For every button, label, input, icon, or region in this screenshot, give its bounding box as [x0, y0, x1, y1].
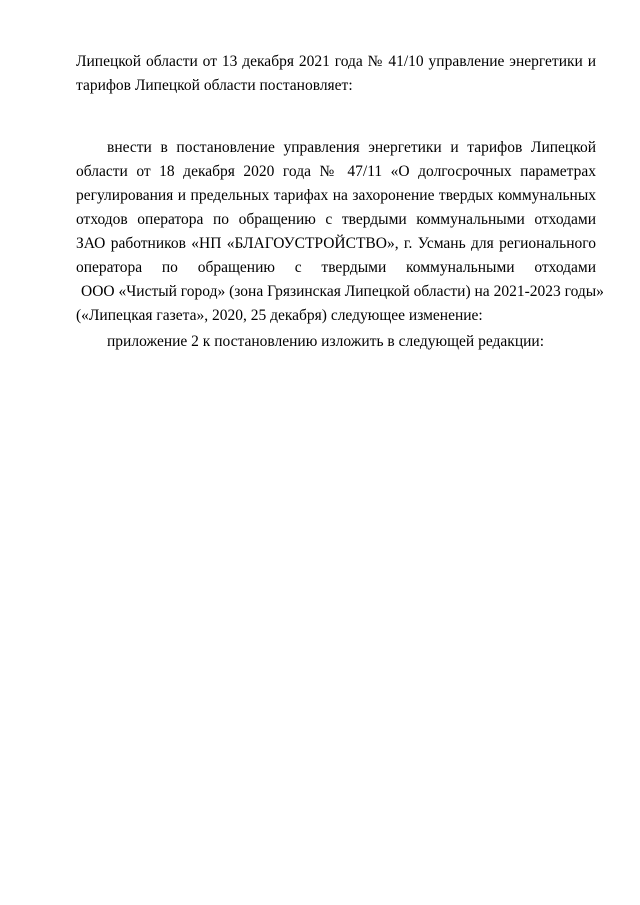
paragraph-line-8: («Липецкая газета», 2020, 25 декабря) следующее изменение: [76, 307, 483, 324]
paragraph-line-2: области от 18 декабря 2020 года № 47/11 «О долгосрочных параметрах [76, 163, 596, 180]
paragraph-line-7: ООО «Чистый город» (зона Грязинская Липецкой области) на 2021-2023 годы» [81, 283, 604, 300]
appendix-instruction: приложение 2 к постановлению изложить в следующей редакции: [107, 333, 545, 350]
intro-line-2: тарифов Липецкой области постановляет: [76, 77, 353, 94]
paragraph-line-6: оператора по обращению с твердыми коммунальными отходами [76, 259, 596, 276]
paragraph-line-1: внести в постановление управления энергетики и тарифов Липецкой [107, 139, 596, 156]
paragraph-line-3: регулирования и предельных тарифах на захоронение твердых коммунальных [76, 187, 596, 204]
paragraph-line-5: ЗАО работников «НП «БЛАГОУСТРОЙСТВО», г. Усмань для регионального [76, 235, 596, 252]
intro-line-1: Липецкой области от 13 декабря 2021 года № 41/10 управление энергетики и [76, 53, 596, 70]
paragraph-line-4: отходов оператора по обращению с твердыми коммунальными отходами [76, 211, 596, 228]
